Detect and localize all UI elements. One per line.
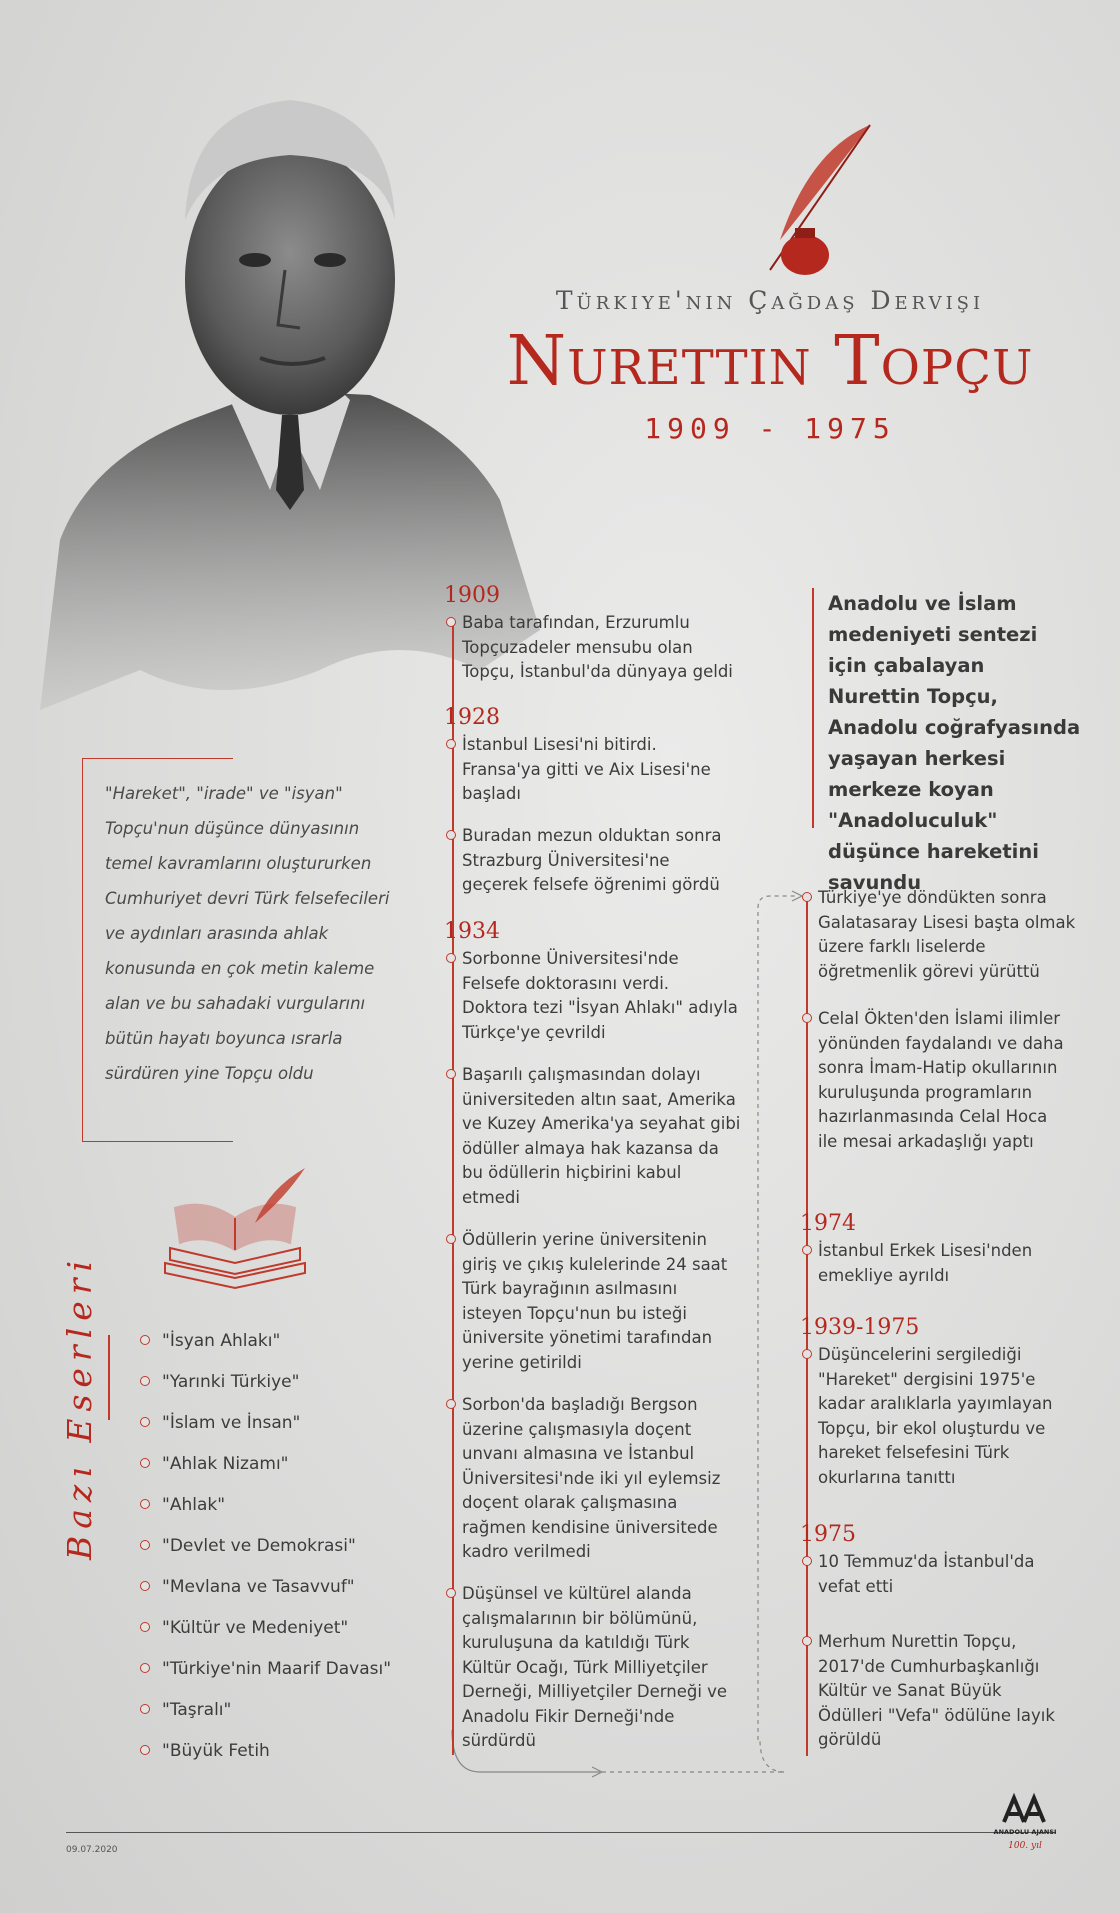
bullet-dot (140, 1745, 150, 1755)
timeline-year: 1909 (444, 583, 500, 608)
timeline-entry: Düşüncelerini sergilediği "Hareket" dergisini 1975'e kadar aralıklarla yayımlayan Topçu, bir ekol oluşturdu ve hareket felsefesini Türk okurlarına tanıttı (818, 1343, 1068, 1490)
timeline-year: 1974 (800, 1211, 856, 1236)
bullet-dot (140, 1663, 150, 1673)
bullet-dot (140, 1581, 150, 1591)
timeline-entry: Buradan mezun olduktan sonra Strazburg Üniversitesi'ne geçerek felsefe öğrenimi gördü (462, 824, 732, 898)
quote-text: "Hareket", "irade" ve "isyan" Topçu'nun düşünce dünyasının temel kavramlarını oluştururken Cumhuriyet devri Türk felsefecileri ve aydınları arasında ahlak konusunda en çok metin kaleme alan ve bu sahadaki vurgularını bütün hayatı boyunca ısrarla sürdüren yine Topçu oldu (105, 784, 390, 1083)
bullet-dot (140, 1376, 150, 1386)
timeline-entry: Celal Ökten'den İslami ilimler yönünden faydalandı ve daha sonra İmam-Hatip okullarının kuruluşunda programların hazırlanmasında Celal Hoca ile mesai arkadaşlığı yaptı (818, 1007, 1068, 1154)
timeline-entry: Sorbonne Üniversitesi'nde Felsefe doktorasını verdi. Doktora tezi "İsyan Ahlakı" adıyla Türkçe'ye çevrildi (462, 947, 740, 1045)
life-years: 1909 - 1975 (644, 412, 896, 445)
bullet-dot (140, 1335, 150, 1345)
quill-inkwell-icon (750, 120, 890, 280)
bullet-dot (140, 1704, 150, 1714)
timeline-year: 1939-1975 (800, 1315, 920, 1340)
timeline-entry: Baba tarafından, Erzurumlu Topçuzadeler mensubu olan Topçu, İstanbul'da dünyaya geldi (462, 611, 740, 685)
list-item: "Türkiye'nin Maarif Davası" (140, 1656, 391, 1697)
list-item: "Ahlak" (140, 1492, 391, 1533)
timeline-entry: 10 Temmuz'da İstanbul'da vefat etti (818, 1550, 1058, 1599)
timeline-entry: Başarılı çalışmasından dolayı üniversiteden altın saat, Amerika ve Kuzey Amerika'ya seyahat gibi ödüller almaya hak kazansa da bu ödüllerin hiçbirini kabul etmedi (462, 1063, 742, 1210)
list-item: "İsyan Ahlakı" (140, 1328, 391, 1369)
highlight-statement: Anadolu ve İslam medeniyeti sentezi için çabalayan Nurettin Topçu, Anadolu coğrafyasında yaşayan herkesi merkeze koyan "Anadoluculuk" düşünce hareketini savundu (812, 588, 1082, 828)
timeline-year: 1934 (444, 919, 500, 944)
publish-date: 09.07.2020 (66, 1845, 118, 1855)
timeline-entry: Ödüllerin yerine üniversitenin giriş ve çıkış kulelerinde 24 saat Türk bayrağının asılmasını isteyen Topçu'nun bu isteği üniversite yönetimi tarafından yerine getirildi (462, 1228, 732, 1375)
timeline-entry: Sorbon'da başladığı Bergson üzerine çalışmasıyla doçent unvanı almasına ve İstanbul Üniversitesi'nde iki yıl eylemsiz doçent olarak çalışmasına rağmen kendisine üniversitede kadro verilmedi (462, 1393, 732, 1565)
list-item: "Yarınki Türkiye" (140, 1369, 391, 1410)
bullet-dot (140, 1499, 150, 1509)
timeline-entry: İstanbul Erkek Lisesi'nden emekliye ayrıldı (818, 1239, 1058, 1288)
list-item: "Ahlak Nizamı" (140, 1451, 391, 1492)
timeline-year: 1928 (444, 705, 500, 730)
timeline-line-left (452, 620, 454, 1755)
list-item: "Büyük Fetih (140, 1738, 391, 1779)
timeline-entry: İstanbul Lisesi'ni bitirdi. Fransa'ya gitti ve Aix Lisesi'ne başladı (462, 733, 722, 807)
timeline-entry: Merhum Nurettin Topçu, 2017'de Cumhurbaşkanlığı Kültür ve Sanat Büyük Ödülleri "Vefa" ödülüne layık görüldü (818, 1630, 1068, 1753)
svg-text:ANADOLU AJANSI: ANADOLU AJANSI (993, 1828, 1057, 1836)
bullet-dot (140, 1540, 150, 1550)
quote-box (82, 758, 390, 1142)
list-item: "İslam ve İnsan" (140, 1410, 391, 1451)
works-list (140, 1328, 391, 1779)
books-quill-icon (155, 1168, 315, 1298)
subtitle: Türkiye'nin Çağdaş Dervişi (555, 286, 985, 315)
svg-text:100. yıl: 100. yıl (1008, 1841, 1042, 1851)
list-item: "Devlet ve Demokrasi" (140, 1533, 391, 1574)
timeline-year: 1975 (800, 1522, 856, 1547)
works-label: Bazı Eserleri (60, 1253, 99, 1560)
bullet-dot (140, 1417, 150, 1427)
bullet-dot (140, 1622, 150, 1632)
footer-divider (66, 1832, 1056, 1833)
list-item: "Taşralı" (140, 1697, 391, 1738)
list-item: "Mevlana ve Tasavvuf" (140, 1574, 391, 1615)
works-divider (108, 1335, 110, 1420)
page-title: Nurettin Topçu (506, 322, 1034, 401)
list-item: "Kültür ve Medeniyet" (140, 1615, 391, 1656)
aa-logo-icon (990, 1790, 1060, 1860)
bullet-dot (140, 1458, 150, 1468)
timeline-entry: Türkiye'ye döndükten sonra Galatasaray Lisesi başta olmak üzere farklı liselerde öğretmenlik görevi yürüttü (818, 886, 1078, 984)
timeline-entry: Düşünsel ve kültürel alanda çalışmalarının bir bölümünü, kuruluşuna da katıldığı Türk Kültür Ocağı, Türk Milliyetçiler Derneği, Milliyetçiler Derneği ve Anadolu Fikir Derneği'nde sürdürdü (462, 1582, 742, 1754)
